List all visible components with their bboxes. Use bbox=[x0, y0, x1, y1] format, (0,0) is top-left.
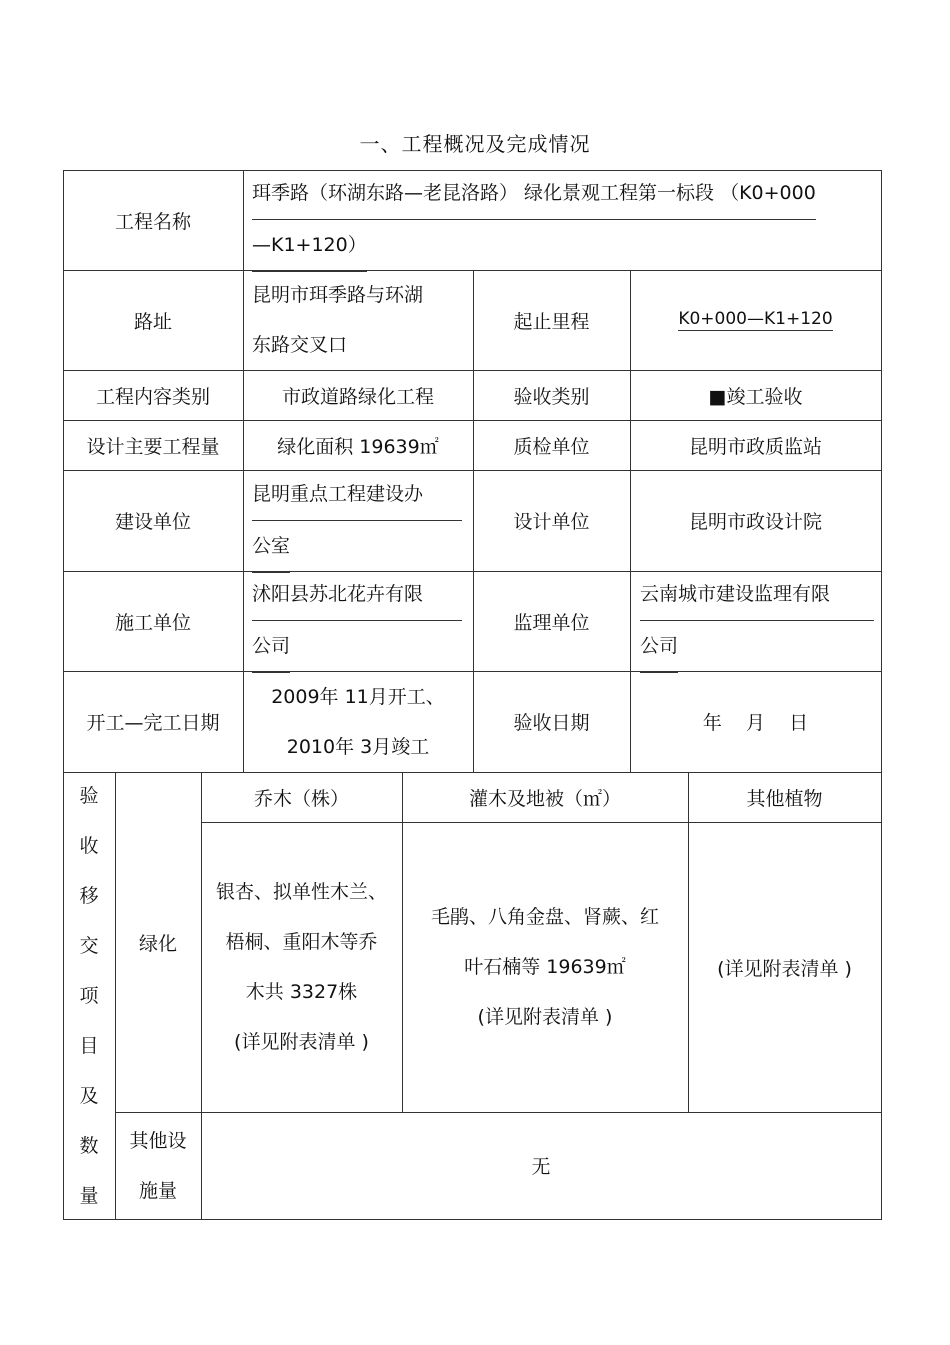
shrubs-line: 毛鹃、八角金盘、肾蕨、红 bbox=[430, 906, 659, 928]
project-name-line2: —K1+120） bbox=[252, 220, 367, 272]
vertical-char: 量 bbox=[79, 1184, 99, 1207]
dates-value bbox=[243, 671, 473, 772]
address-value bbox=[252, 270, 472, 370]
vertical-char: 项 bbox=[79, 984, 99, 1007]
address-label: 路址 bbox=[133, 310, 172, 333]
mileage-text: K0+000—K1+120 bbox=[678, 309, 833, 329]
builder-label: 建设单位 bbox=[114, 511, 191, 533]
design-qty-label: 设计主要工程量 bbox=[86, 435, 220, 458]
supervisor-value bbox=[640, 571, 878, 671]
mileage-value bbox=[630, 270, 881, 370]
shrubs-line: 叶石楠等 19639㎡ bbox=[464, 956, 626, 978]
project-name-label: 工程名称 bbox=[114, 210, 191, 233]
design-unit-label: 设计单位 bbox=[513, 511, 590, 533]
quality-unit-value: 昆明市政质监站 bbox=[688, 435, 822, 458]
dates-label: 开工—完工日期 bbox=[86, 712, 220, 734]
constructor-line1: 沭阳县苏北花卉有限 bbox=[252, 569, 462, 621]
facilities-label bbox=[115, 1112, 201, 1219]
category-label: 工程内容类别 bbox=[95, 385, 210, 408]
facilities-label-line2: 施量 bbox=[138, 1179, 177, 1202]
acceptance-date-label: 验收日期 bbox=[513, 712, 590, 734]
constructor-label: 施工单位 bbox=[114, 611, 191, 634]
page-title: 一、工程概况及完成情况 bbox=[359, 132, 591, 156]
trees-line: 银杏、拟单性木兰、 bbox=[215, 881, 387, 903]
greening-label: 绿化 bbox=[138, 932, 177, 955]
shrubs-line: (详见附表清单 ) bbox=[477, 1006, 613, 1028]
shrubs-header: 灌木及地被（㎡） bbox=[468, 787, 621, 810]
vertical-char: 收 bbox=[79, 834, 99, 857]
shrubs-detail bbox=[402, 822, 688, 1112]
acceptance-type-label: 验收类别 bbox=[513, 385, 590, 408]
facilities-value: 无 bbox=[531, 1156, 551, 1178]
acceptance-date-value: 年 月 日 bbox=[702, 712, 809, 734]
design-unit-value: 昆明市政设计院 bbox=[688, 511, 822, 533]
vertical-char: 数 bbox=[79, 1134, 99, 1157]
vertical-char: 移 bbox=[79, 884, 99, 907]
acceptance-vertical-label bbox=[63, 772, 115, 1219]
vertical-char: 目 bbox=[79, 1034, 99, 1057]
category-value: 市政道路绿化工程 bbox=[281, 385, 434, 408]
project-name-value bbox=[252, 170, 878, 270]
vertical-char: 验 bbox=[79, 784, 99, 807]
dates-line2: 2010年 3月竣工 bbox=[286, 735, 430, 758]
supervisor-line2: 公司 bbox=[640, 621, 678, 673]
trees-line: (详见附表清单 ) bbox=[234, 1031, 369, 1053]
facilities-label-line1: 其他设 bbox=[129, 1129, 187, 1152]
constructor-value bbox=[252, 571, 467, 671]
constructor-line2: 公司 bbox=[252, 621, 290, 673]
quality-unit-label: 质检单位 bbox=[513, 435, 590, 458]
address-line2: 东路交叉口 bbox=[252, 334, 348, 356]
supervisor-line1: 云南城市建设监理有限 bbox=[640, 569, 874, 621]
vertical-char: 及 bbox=[79, 1084, 99, 1107]
builder-value bbox=[252, 470, 467, 571]
others-header: 其他植物 bbox=[746, 787, 823, 810]
others-detail: (详见附表清单 ) bbox=[717, 957, 852, 980]
builder-line2: 公室 bbox=[252, 521, 290, 573]
supervisor-label: 监理单位 bbox=[513, 611, 590, 634]
acceptance-type-value: ■竣工验收 bbox=[708, 385, 803, 408]
mileage-label: 起止里程 bbox=[513, 310, 590, 333]
vertical-char: 交 bbox=[79, 934, 99, 957]
trees-line: 木共 3327株 bbox=[245, 981, 358, 1003]
builder-line1: 昆明重点工程建设办 bbox=[252, 469, 462, 521]
trees-detail bbox=[201, 822, 402, 1112]
trees-header: 乔木（株） bbox=[253, 787, 349, 810]
trees-line: 梧桐、重阳木等乔 bbox=[225, 931, 378, 953]
design-qty-value: 绿化面积 19639㎡ bbox=[277, 435, 439, 458]
project-name-line1: 珥季路（环湖东路—老昆洛路） 绿化景观工程第一标段 （K0+000 bbox=[252, 168, 816, 220]
address-line1: 昆明市珥季路与环湖 bbox=[252, 284, 424, 306]
dates-line1: 2009年 11月开工、 bbox=[271, 685, 445, 708]
